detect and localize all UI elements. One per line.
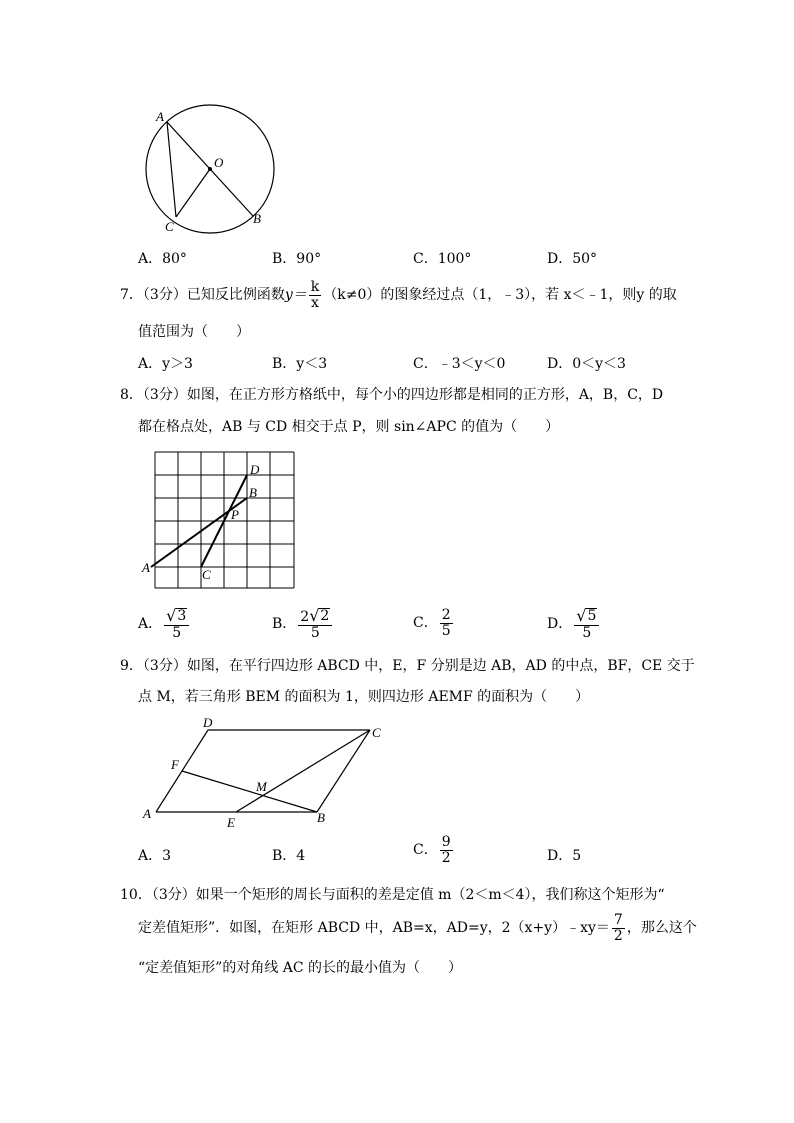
- point-label-a: A: [143, 806, 151, 821]
- q8-stem-line2: 都在格点处，AB 与 CD 相交于点 P，则 sin∠APC 的值为（ ）: [138, 419, 560, 435]
- point-label-a: A: [142, 560, 150, 575]
- option-b: B． 2 √ 2 5: [272, 608, 334, 640]
- point-label-d: D: [250, 462, 260, 477]
- q7-stem-start: 7．（3分）已知反比例函数: [120, 287, 285, 304]
- option-d: D．0＜y＜3: [547, 356, 626, 372]
- q10-stem-line1: 10．（3分）如果一个矩形的周长与面积的差是定值 m（2＜m＜4），我们称这个矩形为“: [120, 887, 665, 903]
- q9-stem-line1: 9．（3分）如图，在平行四边形 ABCD 中，E，F 分别是边 AB，AD 的中点，BF，CE 交于: [120, 658, 695, 674]
- option-b: B．90°: [272, 251, 322, 267]
- point-label-b: B: [249, 485, 257, 500]
- option-d: D． √ 5 5: [547, 608, 601, 640]
- option-c: C．100°: [413, 251, 472, 267]
- option-a: A．3: [138, 848, 172, 864]
- q7-stem-line2: 值范围为（ ）: [138, 324, 250, 340]
- point-label-o: O: [214, 155, 224, 170]
- q7-fraction: $\frac{k}{x}$: [310, 279, 320, 311]
- option-b: B．y＜3: [272, 356, 328, 372]
- q7-y-eq: y＝: [284, 287, 307, 304]
- point-label-f: F: [171, 757, 179, 772]
- option-d: D．50°: [547, 251, 598, 267]
- point-label-p: P: [231, 507, 239, 522]
- parallelogram-figure: [140, 712, 390, 832]
- point-label-e: E: [227, 815, 235, 830]
- q9-stem-line2: 点 M，若三角形 BEM 的面积为 1，则四边形 AEMF 的面积为（ ）: [138, 689, 590, 705]
- option-a: A． √ 3 5: [138, 608, 191, 640]
- grid-figure: [140, 450, 300, 590]
- option-c: C．﹣3＜y＜0: [413, 356, 506, 372]
- q10-stem-line2: 定差值矩形”．如图，在矩形 ABCD 中，AB=x，AD=y，2（x+y）﹣xy＝: [138, 920, 610, 937]
- q10-stem-line3: “定差值矩形”的对角线 AC 的长的最小值为（ ）: [138, 960, 463, 976]
- option-d: D．5: [547, 848, 582, 864]
- point-label-c: C: [202, 567, 211, 582]
- q10-fraction: $\frac{7}{2}$: [613, 912, 623, 944]
- point-label-m: M: [256, 779, 267, 794]
- point-label-d: D: [203, 715, 213, 730]
- point-label-a: A: [156, 109, 164, 124]
- q8-stem-line1: 8．（3分）如图，在正方形方格纸中，每个小的四边形都是相同的正方形，A，B，C，D: [120, 387, 664, 403]
- option-c: C． $\frac{2}{5}$: [413, 607, 451, 639]
- option-b: B．4: [272, 848, 306, 864]
- circle-figure: [140, 105, 290, 235]
- point-label-c: C: [372, 725, 381, 740]
- option-a: A．y＞3: [138, 356, 193, 372]
- point-label-c: C: [165, 219, 174, 234]
- point-label-b: B: [253, 211, 261, 226]
- point-label-b: B: [317, 810, 325, 825]
- option-c: C． $\frac{9}{2}$: [413, 834, 451, 866]
- q7-stem-cond: （k≠0）的图象经过点（1，﹣3），若 x＜﹣1，则y 的取: [323, 287, 677, 304]
- option-a: A．80°: [138, 251, 187, 267]
